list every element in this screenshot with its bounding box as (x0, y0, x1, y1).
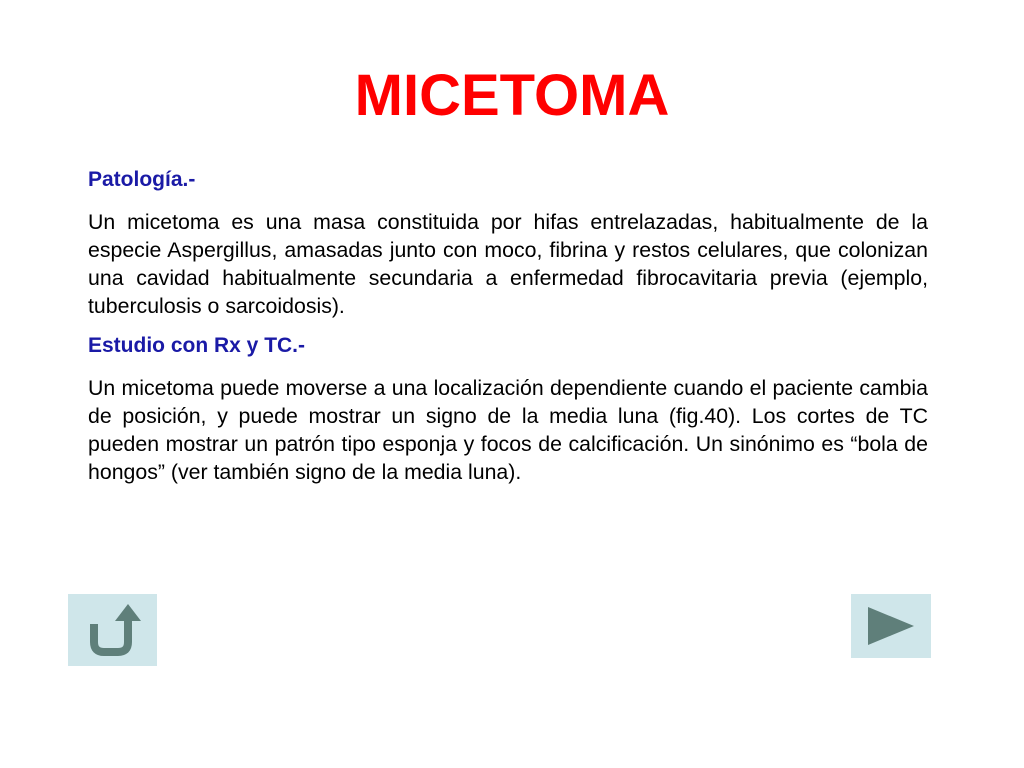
return-arrow-icon (68, 594, 157, 666)
back-button[interactable] (68, 594, 157, 666)
play-triangle-icon (851, 594, 931, 658)
section-heading-patologia: Patología.- (88, 168, 196, 191)
section-paragraph-patologia: Un micetoma es una masa constituida por hifas entrelazadas, habitualmente de la especie Aspergillus, amasadas junto con moco, fibrina y restos celulares, que colonizan una cavidad habitualmente secundaria a enfermedad fibrocavitaria previa (ejemplo, tuberculosis o sarcoidosis). (88, 210, 928, 318)
slide-content (88, 166, 928, 498)
section-paragraph-estudio: Un micetoma puede moverse a una localización dependiente cuando el paciente cambia de posición, y puede mostrar un signo de la media luna (fig.40). Los cortes de TC pueden mostrar un patrón tipo esponja y focos de calcificación. Un sinónimo es “bola de hongos” (ver también signo de la media luna). (88, 376, 928, 484)
section-heading-estudio: Estudio con Rx y TC.- (88, 334, 306, 357)
slide-title: MICETOMA (354, 63, 670, 128)
next-button[interactable] (851, 594, 931, 658)
